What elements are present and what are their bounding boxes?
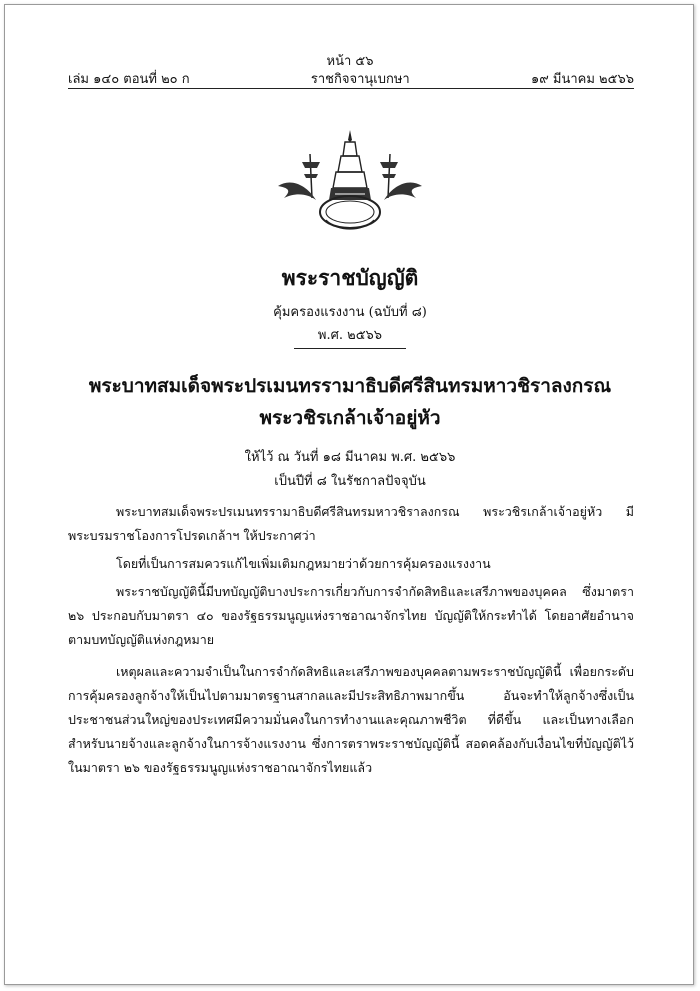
royal-emblem (272, 128, 428, 238)
act-subtitle: คุ้มครองแรงงาน (ฉบับที่ ๘) (273, 305, 427, 320)
act-body (68, 500, 634, 788)
paragraph-rationale: โดยที่เป็นการสมควรแก้ไขเพิ่มเติมกฎหมายว่าด้วยการคุ้มครองแรงงาน (116, 556, 491, 571)
gazette-header (68, 68, 634, 89)
king-name-line-2: พระวชิรเกล้าเจ้าอยู่หัว (259, 407, 441, 429)
publication-name: ราชกิจจานุเบกษา (310, 72, 410, 87)
publication-date: ๑๙ มีนาคม ๒๕๖๖ (531, 72, 634, 87)
paragraph-reasons: เหตุผลและความจำเป็นในการจำกัดสิทธิและเสรีภาพของบุคคลตามพระราชบัญญัตินี้ เพื่อยกระดับการคุ้มครองลูกจ้างให้เป็นไปตามมาตรฐานสากลและมีประสิทธิภาพมากขึ้น อันจะทำให้ลูกจ้างซึ่งเป็นประชาชนส่วนใหญ่ของประเทศมีความมั่นคงในการทำงานและคุณภาพชีวิต ที่ดีขึ้น และเป็นทางเลือกสำหรับนายจ้างและลูกจ้างในการจ้างแรงงาน ซึ่งการตราพระราชบัญญัตินี้ สอดคล้องกับเงื่อนไขที่บัญญัติไว้ในมาตรา ๒๖ ของรัฐธรรมนูญแห่งราชอาณาจักรไทยแล้ว (68, 664, 634, 775)
reign-year-line: เป็นปีที่ ๘ ในรัชกาลปัจจุบัน (274, 474, 426, 489)
paragraph-proclamation: พระบาทสมเด็จพระปรเมนทรรามาธิบดีศรีสินทรมหาวชิราลงกรณ พระวชิรเกล้าเจ้าอยู่หัว มีพระบรมราชโองการโปรดเกล้าฯ ให้ประกาศว่า (68, 504, 634, 543)
king-name-line-1: พระบาทสมเด็จพระปรเมนทรรามาธิบดีศรีสินทรมหาวชิราลงกรณ (88, 375, 612, 397)
header-divider (68, 88, 634, 89)
paragraph-rights-limitation: พระราชบัญญัตินี้มีบทบัญญัติบางประการเกี่ยวกับการจำกัดสิทธิและเสรีภาพของบุคคล ซึ่งมาตรา ๒๖ ประกอบกับมาตรา ๔๐ ของรัฐธรรมนูญแห่งราชอาณาจักรไทย บัญญัติให้กระทำได้ โดยอาศัยอำนาจตามบทบัญญัติแห่งกฎหมาย (68, 584, 634, 647)
title-divider (294, 348, 406, 349)
act-title: พระราชบัญญัติ (281, 265, 419, 290)
page-number: หน้า ๕๖ (326, 54, 374, 69)
given-date-line: ให้ไว้ ณ วันที่ ๑๘ มีนาคม พ.ศ. ๒๕๖๖ (244, 450, 456, 465)
act-year: พ.ศ. ๒๕๖๖ (317, 328, 383, 343)
volume-issue: เล่ม ๑๔๐ ตอนที่ ๒๐ ก (68, 72, 190, 87)
